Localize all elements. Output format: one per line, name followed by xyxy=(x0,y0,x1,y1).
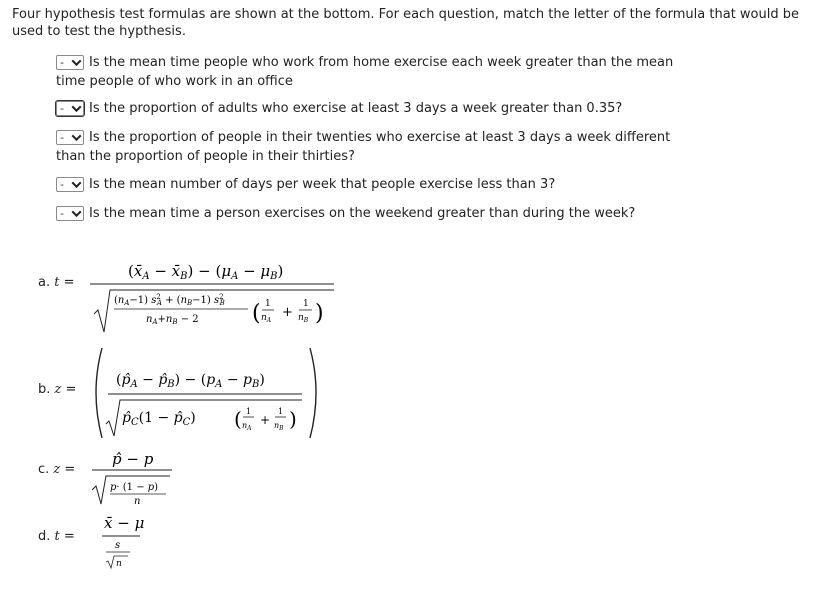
chevron-down-icon xyxy=(72,102,82,112)
svg-text:n: n xyxy=(116,559,122,569)
question-3 xyxy=(56,128,716,166)
select-placeholder: - xyxy=(60,102,64,115)
svg-text:n: n xyxy=(134,496,141,507)
question-text: Is the mean number of days per week that people exercise less than 3? xyxy=(89,177,556,192)
chevron-down-icon xyxy=(72,131,82,141)
select-placeholder: - xyxy=(60,178,64,191)
question-text: Is the proportion of people in their twenties who exercise at least 3 days a week different xyxy=(89,130,671,145)
select-placeholder: - xyxy=(60,131,64,144)
answer-select-5[interactable] xyxy=(56,206,84,221)
question-text-continued: time people of who work in an office xyxy=(56,74,293,89)
formula-b-graphic xyxy=(88,344,328,444)
formula-letter: b. xyxy=(38,382,51,397)
svg-text:1: 1 xyxy=(265,299,271,309)
svg-text:+: + xyxy=(260,413,271,427)
svg-text:p· (1 − p): p· (1 − p) xyxy=(110,482,159,493)
formula-d xyxy=(100,512,160,576)
formula-d-graphic xyxy=(100,512,160,572)
formula-a-label: a. t = xyxy=(38,275,75,290)
svg-text:nB: $n_B$ xyxy=(298,313,309,324)
svg-text:1: 1 xyxy=(278,407,284,416)
formula-variable: z xyxy=(53,462,61,477)
formula-b-label: b. z = xyxy=(38,382,77,397)
formula-d-label: d. t = xyxy=(38,529,75,544)
svg-text:(: ( xyxy=(234,407,242,431)
svg-text:(x̄A − x̄B) − (μA − μB): ($x̄_A$ − $x̄_B) - (\mu_A - \mu_B)$ xyxy=(128,262,284,282)
question-text: Is the mean time people who work from home exercise each week greater than the mean xyxy=(89,55,674,70)
answer-select-2[interactable] xyxy=(56,101,84,116)
svg-text:): ) xyxy=(289,407,297,431)
formula-c-label: c. z = xyxy=(38,462,76,477)
question-5 xyxy=(56,204,716,223)
formula-letter: c. xyxy=(38,462,50,477)
svg-text:): ) xyxy=(315,301,324,326)
formula-a-graphic xyxy=(88,256,348,336)
formula-variable: t xyxy=(54,275,60,290)
select-placeholder: - xyxy=(60,207,64,220)
answer-select-4[interactable] xyxy=(56,177,84,192)
svg-text:x̄ − μ: x̄ − μ xyxy=(104,514,145,532)
question-2 xyxy=(56,99,716,118)
instructions: Four hypothesis test formulas are shown at the bottom. For each question, match the letter of the formula that would be used to test the hypthesis. xyxy=(12,7,799,39)
question-4 xyxy=(56,175,716,194)
chevron-down-icon xyxy=(72,56,82,66)
svg-text:1: 1 xyxy=(303,299,309,309)
svg-text:1: 1 xyxy=(246,407,252,416)
formula-variable: t xyxy=(54,529,60,544)
svg-text:+: + xyxy=(282,305,293,320)
chevron-down-icon xyxy=(72,178,82,188)
answer-select-3[interactable] xyxy=(56,130,84,145)
formula-c-graphic xyxy=(88,446,188,508)
select-placeholder: - xyxy=(60,56,64,69)
svg-text:nA: $n_A$ xyxy=(261,313,272,324)
svg-text:(p̂A − p̂B) − (pA − pB): ($p̂_A$ − $p̂_B) - (p_A - p_B)$ xyxy=(116,372,265,390)
svg-text:nB: $n_B$ xyxy=(274,421,284,432)
svg-text:(: ( xyxy=(252,301,261,326)
formula-variable: z xyxy=(54,382,62,397)
question-1 xyxy=(56,53,716,91)
svg-text:p̂C(1 − p̂C): $p̂_C(1$ − $p̂_C$) xyxy=(122,410,196,428)
formula-letter: d. xyxy=(38,529,51,544)
formula-b xyxy=(88,344,328,448)
svg-text:nA: $n_A$ xyxy=(242,421,252,432)
question-text: Is the mean time a person exercises on the weekend greater than during the week? xyxy=(89,206,636,221)
chevron-down-icon xyxy=(72,207,82,217)
question-text: Is the proportion of adults who exercise at least 3 days a week greater than 0.35? xyxy=(89,101,623,116)
formula-c xyxy=(88,446,188,512)
svg-text:(nA−1) s2A + (nB−1) s2B: $(n_A-1)$ $s^2$ $A + (n_B-1)$ $s^2$ B xyxy=(114,293,225,307)
svg-text:nA+nB − 2: $n_A+n_B - 2$ xyxy=(146,314,199,326)
question-text-continued: than the proportion of people in their thirties? xyxy=(56,149,355,164)
svg-text:p̂ − p: p̂ − p xyxy=(112,450,154,468)
formula-letter: a. xyxy=(38,275,51,290)
answer-select-1[interactable] xyxy=(56,55,84,70)
formula-a xyxy=(88,256,348,340)
svg-text:s: s xyxy=(115,540,121,551)
